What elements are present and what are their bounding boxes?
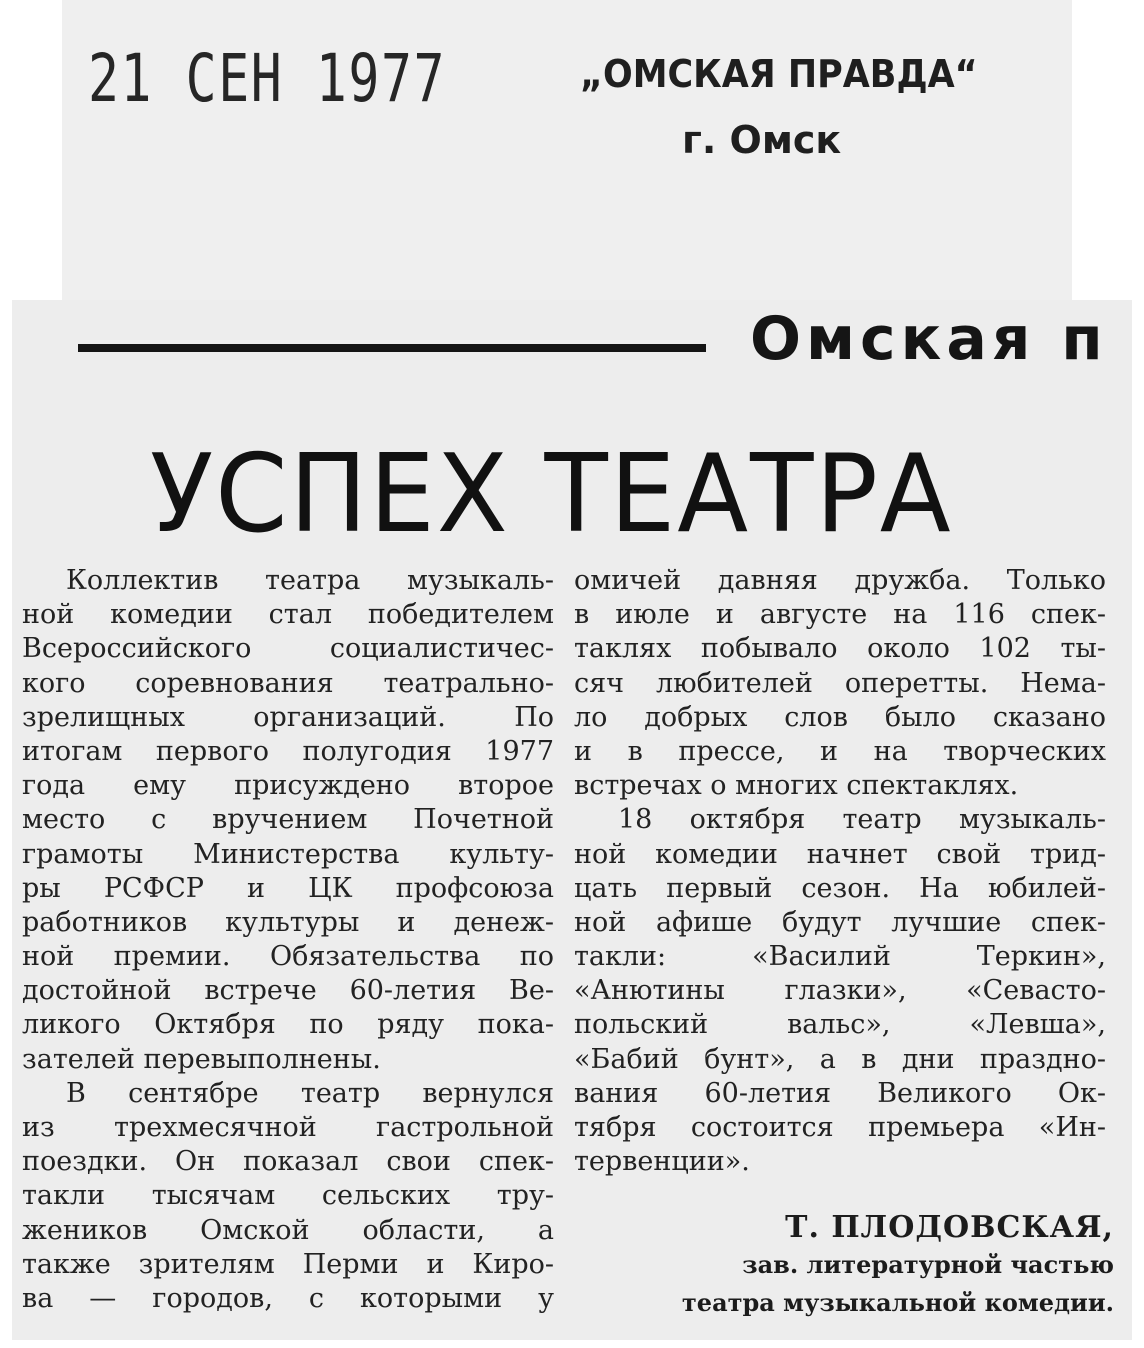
- text-line: 18 октября театр музыкаль-: [618, 804, 1106, 836]
- text-line: ва — городов, с которыми у: [22, 1282, 554, 1314]
- text-line: польский вальс», «Левша»,: [574, 1009, 1106, 1041]
- text-line: зателей перевыполнены.: [22, 1043, 381, 1075]
- text-line: сяч любителей оперетты. Нема-: [574, 667, 1106, 699]
- author-name: Т. ПЛОДОВСКАЯ,: [785, 1210, 1114, 1245]
- date-stamp: 21 СЕН 1977: [88, 40, 447, 117]
- text-line: тервенции».: [574, 1146, 750, 1178]
- text-line: Всероссийского социалистичес-: [22, 633, 554, 665]
- masthead-rule: [78, 344, 706, 352]
- author-position-line2: театра музыкальной комедии.: [681, 1288, 1114, 1317]
- text-line: зрелищных организаций. По: [22, 701, 554, 733]
- text-line: Коллектив театра музыкаль-: [66, 565, 554, 596]
- author-position-line1: зав. литературной частью: [742, 1250, 1114, 1279]
- text-line: из трехмесячной гастрольной: [22, 1112, 554, 1143]
- text-line: в июле и августе на 116 спек-: [574, 599, 1106, 631]
- text-line: ной премии. Обязательства по: [22, 941, 554, 973]
- text-line: омичей давняя дружба. Только: [574, 565, 1106, 596]
- text-line: место с вручением Почетной: [22, 804, 554, 836]
- text-line: жеников Омской области, а: [22, 1214, 554, 1246]
- text-line: ной комедии начнет свой трид-: [574, 838, 1106, 870]
- text-line: В сентябре театр вернулся: [66, 1077, 554, 1109]
- text-line: тября состоится премьера «Ин-: [574, 1112, 1106, 1143]
- text-line: «Бабий бунт», а в дни праздно-: [574, 1043, 1106, 1075]
- text-line: ной комедии стал победителем: [22, 599, 554, 631]
- text-line: ликого Октября по ряду пока-: [22, 1009, 554, 1041]
- text-line: итогам первого полугодия 1977: [22, 735, 554, 767]
- text-line: «Анютины глазки», «Севасто-: [574, 975, 1106, 1007]
- text-line: поездки. Он показал свои спек-: [22, 1146, 554, 1178]
- article-column-1: [22, 564, 554, 1316]
- text-line: достойной встрече 60-летия Ве-: [22, 975, 554, 1007]
- text-line: встречах о многих спектаклях.: [574, 770, 1019, 802]
- text-line: ры РСФСР и ЦК профсоюза: [22, 872, 554, 904]
- text-line: работников культуры и денеж-: [22, 906, 554, 938]
- text-line: ной афише будут лучшие спек-: [574, 906, 1106, 938]
- newspaper-stamp: „ОМСКАЯ ПРАВДА“: [580, 52, 978, 96]
- article-column-2: [574, 564, 1106, 1179]
- newspaper-masthead: Омская п: [750, 304, 1108, 374]
- text-line: таклях побывало около 102 ты-: [574, 633, 1106, 665]
- text-line: и в прессе, и на творческих: [574, 735, 1106, 767]
- text-line: ло добрых слов было сказано: [574, 701, 1106, 733]
- text-line: года ему присуждено второе: [22, 770, 554, 802]
- text-line: такли: «Василий Теркин»,: [574, 941, 1106, 973]
- text-line: грамоты Министерства культу-: [22, 838, 554, 870]
- text-line: цать первый сезон. На юбилей-: [574, 872, 1106, 904]
- city-stamp: г. Омск: [682, 118, 842, 162]
- text-line: вания 60-летия Великого Ок-: [574, 1077, 1106, 1109]
- article-headline: УСПЕХ ТЕАТРА: [150, 432, 953, 557]
- text-line: также зрителям Перми и Киро-: [22, 1248, 554, 1280]
- text-line: кого соревнования театрально-: [22, 667, 554, 699]
- text-line: такли тысячам сельских тру-: [22, 1180, 554, 1212]
